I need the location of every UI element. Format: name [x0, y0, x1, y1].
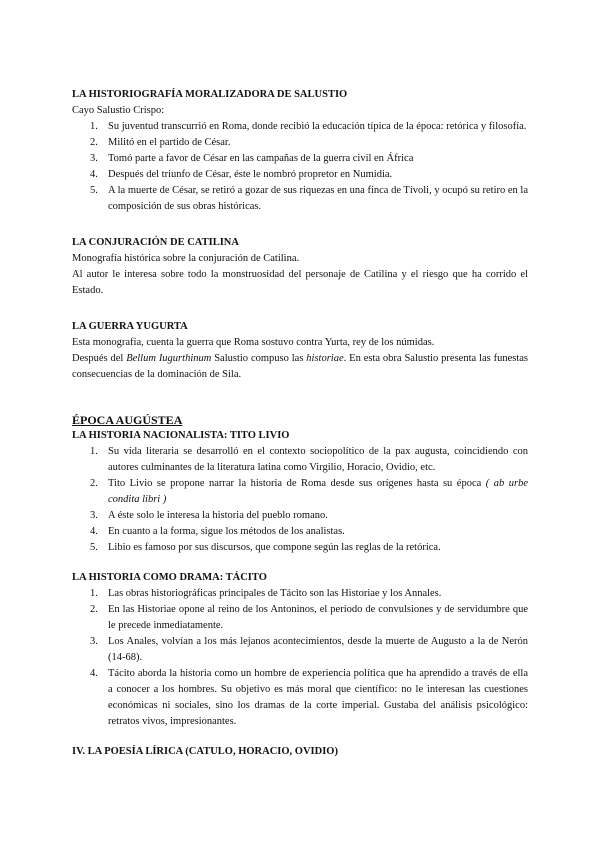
list-number: 5. [90, 542, 98, 553]
list-item-text: Libio es famoso por sus discursos, que compone según las reglas de la retórica. [108, 542, 441, 553]
list-item-text: A la muerte de César, se retiró a gozar de sus riquezas en una finca de Tívoli, y ocupó su retiro en la composición de sus obras históricas. [108, 185, 528, 212]
catilina-paragraph-2: Al autor le interesa sobre todo la monstruosidad del personaje de Catilina y el riesgo que ha corrido el Estado. [72, 269, 528, 296]
section-title-catilina: LA CONJURACIÓN DE CATILINA [72, 237, 239, 248]
yugurta-paragraph-1: Esta monografía, cuenta la guerra que Roma sostuvo contra Yurta, rey de los númidas. [72, 337, 435, 348]
list-number: 1. [90, 121, 98, 132]
section-title-yugurta: LA GUERRA YUGURTA [72, 321, 188, 332]
list-number: 2. [90, 137, 98, 148]
text-run: Después del [72, 353, 127, 364]
section-title-lirica: IV. LA POESÍA LÍRICA (CATULO, HORACIO, OVIDIO) [72, 746, 338, 757]
italic-title: Bellum Iugurthinum [126, 353, 212, 364]
list-item [72, 476, 528, 508]
list-item [72, 634, 528, 666]
salustio-intro: Cayo Salustio Crispo: [72, 105, 165, 116]
text-run: Salustio compuso las [211, 353, 307, 364]
list-item [72, 524, 528, 540]
yugurta-paragraph-2 [72, 351, 528, 383]
list-item-text: Tomó parte a favor de César en las campañas de la guerra civil en África [108, 153, 414, 164]
list-number: 4. [90, 526, 98, 537]
list-number: 5. [90, 185, 98, 196]
list-number: 4. [90, 668, 98, 679]
italic-title: historiae [306, 353, 344, 364]
list-item [72, 602, 528, 634]
list-item-text: Las obras historiográficas principales de Tácito son las Historiae y los Annales. [108, 588, 442, 599]
list-item [72, 183, 528, 215]
document-page [72, 87, 528, 760]
list-item [72, 666, 528, 730]
list-number: 2. [90, 604, 98, 615]
livio-list [72, 444, 528, 556]
list-item [72, 540, 528, 556]
list-number: 2. [90, 478, 98, 489]
salustio-list [72, 119, 528, 215]
text-run: . En esta obra Salustio presenta las funestas consecuencias de la dominación de Sila. [72, 353, 529, 380]
list-item-text: Militó en el partido de César. [108, 137, 231, 148]
list-item-text: Tácito aborda la historia como un hombre de experiencia política que ha aprendido a través de ella a conocer a los hombres. Su objetivo es más moral que científico: no le interesan las cuestiones económicas ni sociales, sino los dramas de la corte imperial. Gustaba del análisis psicológico: retratos vivos, impresionantes. [108, 668, 528, 727]
section-title-augustea: ÉPOCA AUGÚSTEA [72, 413, 183, 427]
list-item [72, 444, 528, 476]
section-title-salustio: LA HISTORIOGRAFÍA MORALIZADORA DE SALUSTIO [72, 89, 348, 100]
italic-title: ( ab urbe condita libri ) [108, 478, 529, 505]
section-title-tacito: LA HISTORIA COMO DRAMA: TÁCITO [72, 572, 267, 583]
tacito-list [72, 586, 528, 730]
list-number: 1. [90, 588, 98, 599]
list-item [72, 167, 528, 183]
list-item-text: En cuanto a la forma, sigue los métodos de los analistas. [108, 526, 345, 537]
list-item [72, 135, 528, 151]
section-title-livio: LA HISTORIA NACIONALISTA: TITO LIVIO [72, 430, 290, 441]
list-item-text: A éste solo le interesa la historia del pueblo romano. [108, 510, 328, 521]
list-item [72, 119, 528, 135]
list-number: 1. [90, 446, 98, 457]
catilina-paragraph-1: Monografía histórica sobre la conjuración de Catilina. [72, 253, 300, 264]
list-number: 4. [90, 169, 98, 180]
list-item-text: Tito Livio se propone narrar la historia de Roma desde sus orígenes hasta su época [108, 478, 486, 489]
list-item [72, 586, 528, 602]
list-number: 3. [90, 153, 98, 164]
list-item [72, 151, 528, 167]
list-item-text: En las Historiae opone al reino de los Antoninos, el periodo de convulsiones y de servidumbre que le precede inmediatamente. [108, 604, 528, 631]
list-item-text: Los Anales, volvían a los más lejanos acontecimientos, desde la muerte de Augusto a la de Nerón (14-68). [108, 636, 528, 663]
list-item-text: Su vida literaria se desarrolló en el contexto sociopolítico de la pax augusta, coincidiendo con autores culminantes de la literatura latina como Virgilio, Horacio, Ovidio, etc. [108, 446, 528, 473]
list-item [72, 508, 528, 524]
list-item-text: Después del triunfo de César, éste le nombró propretor en Numidia. [108, 169, 393, 180]
list-number: 3. [90, 510, 98, 521]
list-item-text: Su juventud transcurrió en Roma, donde recibió la educación típica de la época: retórica y filosofía. [108, 121, 527, 132]
list-number: 3. [90, 636, 98, 647]
